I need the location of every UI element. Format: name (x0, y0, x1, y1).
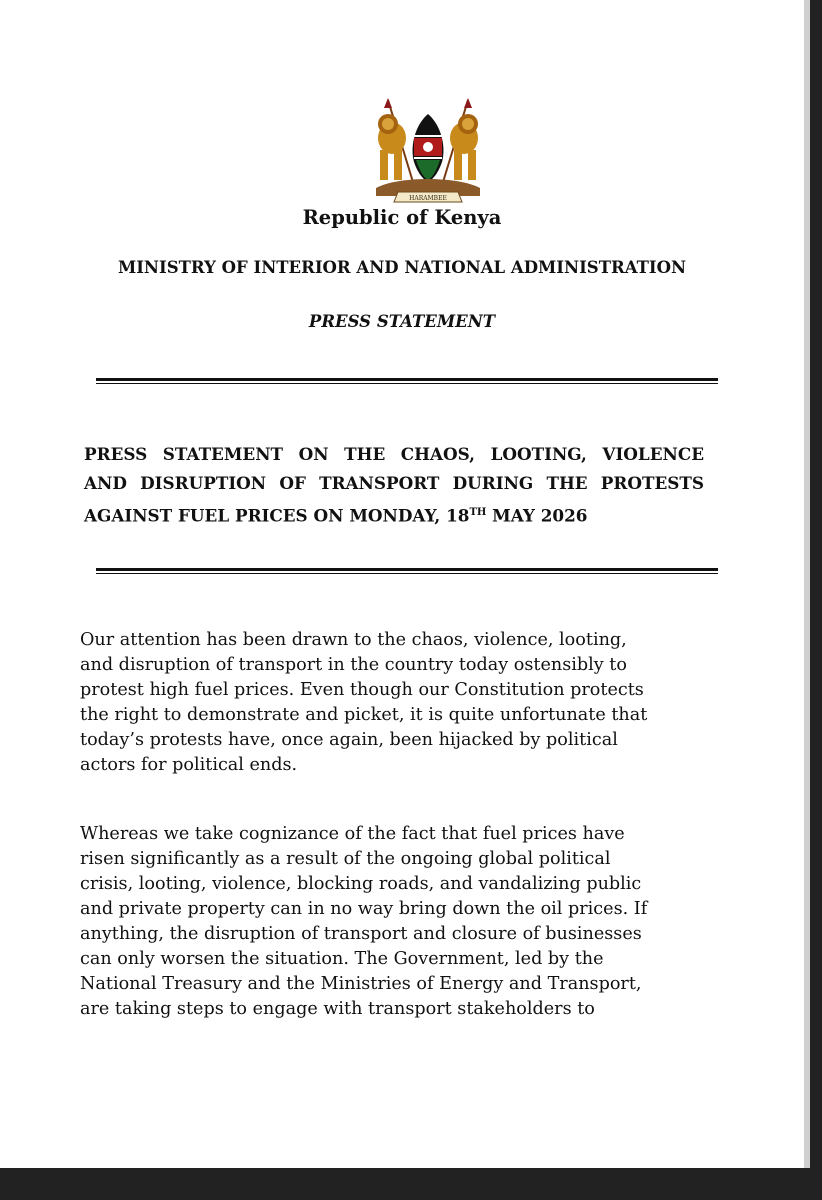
paragraph-line: can only worsen the situation. The Government, led by the (80, 949, 604, 969)
paragraph-2 (80, 822, 710, 1022)
ministry-heading: MINISTRY OF INTERIOR AND NATIONAL ADMINISTRATION (117, 258, 687, 277)
viewer-background-bottom (0, 1168, 810, 1200)
paragraph-line: National Treasury and the Ministries of Energy and Transport, (80, 974, 642, 994)
republic-heading: Republic of Kenya (302, 206, 502, 229)
press-statement-label: PRESS STATEMENT (308, 312, 496, 331)
title-line-1: PRESS STATEMENT ON THE CHAOS, LOOTING, VIOLENCE (84, 444, 704, 464)
title-line-3-start: AGAINST FUEL PRICES ON MONDAY, 18 (84, 505, 470, 526)
bottom-divider (96, 568, 718, 574)
paragraph-line: risen significantly as a result of the ongoing global political (80, 849, 611, 869)
paragraph-1 (80, 628, 710, 778)
title-line-3-end: MAY 2026 (486, 505, 588, 526)
viewer-background-right (810, 0, 822, 1200)
paragraph-line: Whereas we take cognizance of the fact that fuel prices have (80, 824, 625, 844)
paragraph-line: actors for political ends. (80, 755, 298, 775)
statement-title (84, 440, 704, 531)
title-date-superscript: TH (469, 507, 487, 518)
paragraph-line: and disruption of transport in the country today ostensibly to (80, 655, 627, 675)
paragraph-line: Our attention has been drawn to the chaos, violence, looting, (80, 630, 627, 650)
paragraph-line: protest high fuel prices. Even though our Constitution protects (80, 680, 644, 700)
title-line-2: AND DISRUPTION OF TRANSPORT DURING THE PROTESTS (84, 473, 704, 493)
paragraph-line: anything, the disruption of transport and closure of businesses (80, 924, 642, 944)
paragraph-line: crisis, looting, violence, blocking roads, and vandalizing public (80, 874, 642, 894)
paragraph-line: and private property can in no way bring down the oil prices. If (80, 899, 648, 919)
motto-text: HARAMBEE (409, 195, 447, 202)
paragraph-line: today’s protests have, once again, been hijacked by political (80, 730, 618, 750)
top-divider (96, 378, 718, 384)
kenya-coat-of-arms (358, 96, 498, 204)
paragraph-line: the right to demonstrate and picket, it is quite unfortunate that (80, 705, 648, 725)
title-line-3 (84, 498, 704, 531)
paragraph-line: are taking steps to engage with transport stakeholders to (80, 999, 595, 1019)
